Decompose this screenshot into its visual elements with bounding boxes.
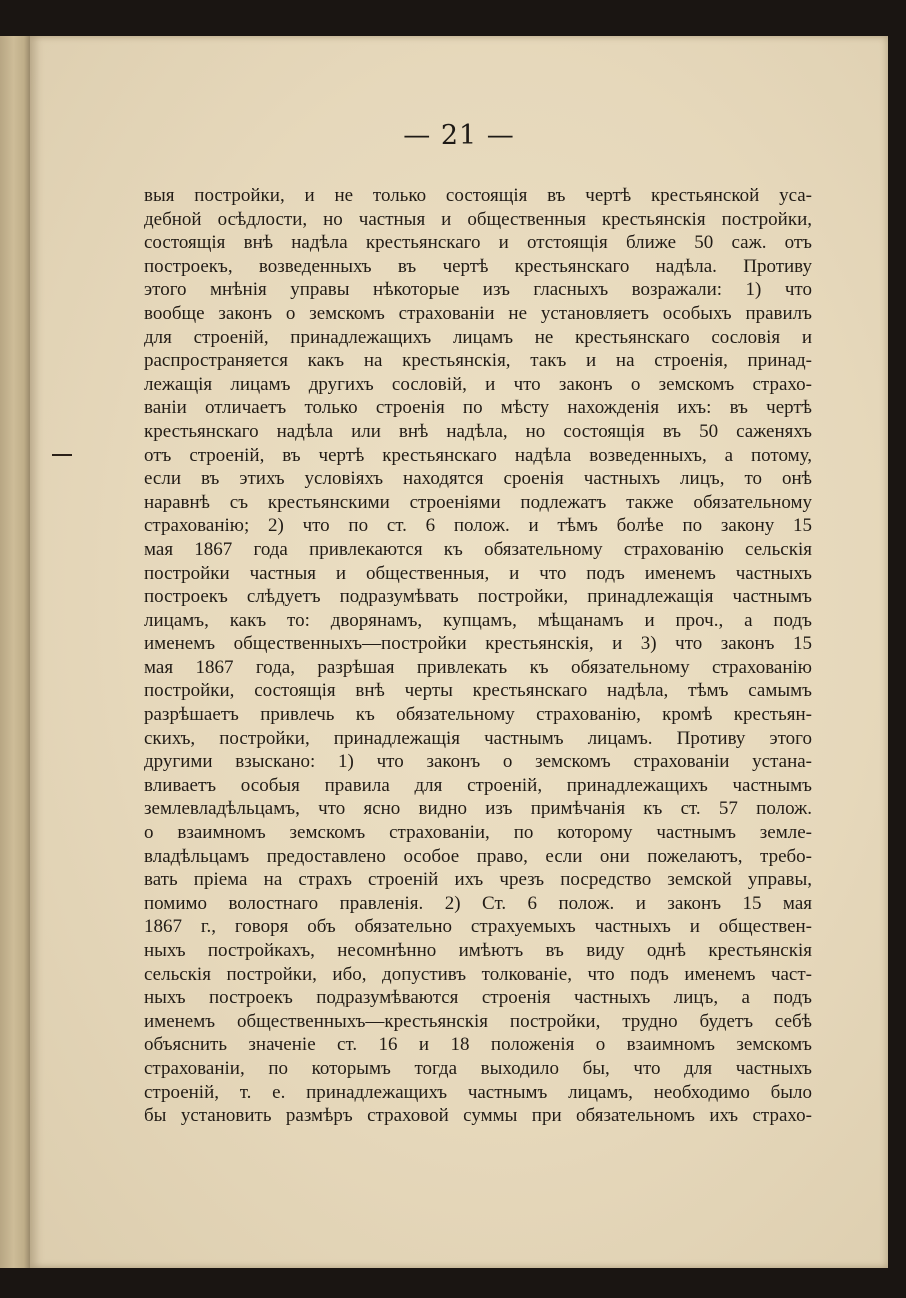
text-line: вообще законъ о земскомъ страхованіи не установляетъ особыхъ правилъ — [144, 302, 812, 324]
page-number: — 21 — — [403, 120, 515, 151]
text-line: именемъ общественныхъ—крестьянскія постройки, трудно будетъ себѣ — [144, 1010, 812, 1032]
text-line: постройки частныя и общественныя, и что подъ именемъ частныхъ — [144, 562, 812, 584]
text-line: строеній, т. е. принадлежащихъ частнымъ лицамъ, необходимо было — [144, 1081, 812, 1103]
text-line: объяснить значеніе ст. 16 и 18 положенія о взаимномъ земскомъ — [144, 1034, 812, 1056]
text-line: этого мнѣнія управы нѣкоторые изъ гласныхъ возражали: 1) что — [144, 279, 812, 301]
text-line: ныхъ постройкахъ, несомнѣнно имѣютъ въ виду однѣ крестьянскія — [144, 940, 812, 961]
text-line: владѣльцамъ предоставлено особое право, если они пожелаютъ, требо- — [144, 845, 812, 867]
text-line: для строеній, принадлежащихъ лицамъ не крестьянскаго сословія и — [144, 326, 812, 348]
text-line: помимо волостнаго правленія. 2) Ст. 6 полож. и законъ 15 мая — [144, 892, 812, 914]
text-line: лежащія лицамъ другихъ сословій, и что законъ о земскомъ страхо- — [144, 373, 812, 395]
text-line: крестьянскаго надѣла или внѣ надѣла, но состоящія въ 50 саженяхъ — [144, 420, 812, 442]
text-line: построекъ слѣдуетъ подразумѣвать постройки, принадлежащія частнымъ — [144, 586, 812, 608]
text-line: разрѣшаетъ привлечь къ обязательному страхованію, кромѣ крестьян- — [144, 704, 812, 726]
previous-page-edge — [0, 36, 30, 1268]
text-line: распространяется какъ на крестьянскія, такъ и на строенія, принад- — [144, 350, 812, 372]
text-line: страхованію; 2) что по ст. 6 полож. и тѣмъ болѣе по закону 15 — [144, 515, 812, 537]
text-line: если въ этихъ условіяхъ находятся сроенія частныхъ лицъ, то онѣ — [144, 468, 812, 490]
text-line: выя постройки, и не только состоящія въ чертѣ крестьянской уса- — [144, 185, 812, 206]
text-line: вливаетъ особыя правила для строеній, принадлежащихъ частнымъ — [144, 774, 812, 796]
text-line: построекъ, возведенныхъ въ чертѣ крестьянскаго надѣла. Противу — [144, 255, 812, 277]
text-line: вать пріема на страхъ строеній ихъ чрезъ посредство земской управы, — [144, 869, 812, 891]
text-line: бы установить размѣръ страховой суммы при обязательномъ ихъ страхо- — [144, 1105, 812, 1127]
text-line: отъ строеній, въ чертѣ крестьянскаго надѣла возведенныхъ, а потому, — [144, 444, 812, 466]
text-line: состоящія внѣ надѣла крестьянскаго и отстоящія ближе 50 саж. отъ — [144, 232, 812, 254]
text-line: сельскія постройки, ибо, допустивъ толкованіе, что подъ именемъ част- — [144, 963, 812, 985]
text-line: другими взыскано: 1) что законъ о земскомъ страхованіи устана- — [144, 751, 812, 773]
text-line: мая 1867 года, разрѣшая привлекать къ обязательному страхованію — [144, 656, 812, 678]
book-page — [30, 36, 888, 1268]
text-line: о взаимномъ земскомъ страхованіи, по которому частнымъ земле- — [144, 822, 812, 844]
gutter-mark — [52, 454, 72, 456]
text-line: мая 1867 года привлекаются къ обязательному страхованію сельскія — [144, 538, 812, 560]
text-line: ныхъ построекъ подразумѣваются строенія частныхъ лицъ, а подъ — [144, 987, 812, 1009]
text-line: ваніи отличаетъ только строенія по мѣсту нахожденія ихъ: въ чертѣ — [144, 397, 812, 419]
text-line: дебной осѣдлости, но частныя и общественныя крестьянскія постройки, — [144, 208, 812, 230]
text-line: 1867 г., говоря объ обязательно страхуемыхъ частныхъ и обществен- — [144, 916, 812, 938]
text-line: наравнѣ съ крестьянскими строеніями подлежатъ также обязательному — [144, 491, 812, 513]
text-line: лицамъ, какъ то: дворянамъ, купцамъ, мѣщанамъ и проч., а подъ — [144, 609, 812, 631]
text-line: именемъ общественныхъ—постройки крестьянскія, и 3) что законъ 15 — [144, 633, 812, 655]
text-line: скихъ, постройки, принадлежащія частнымъ лицамъ. Противу этого — [144, 727, 812, 749]
text-line: постройки, состоящія внѣ черты крестьянскаго надѣла, тѣмъ самымъ — [144, 680, 812, 702]
text-line: страхованіи, по которымъ тогда выходило бы, что для частныхъ — [144, 1057, 812, 1079]
body-text — [144, 184, 812, 1128]
text-line: землевладѣльцамъ, что ясно видно изъ примѣчанія къ ст. 57 полож. — [144, 798, 812, 820]
